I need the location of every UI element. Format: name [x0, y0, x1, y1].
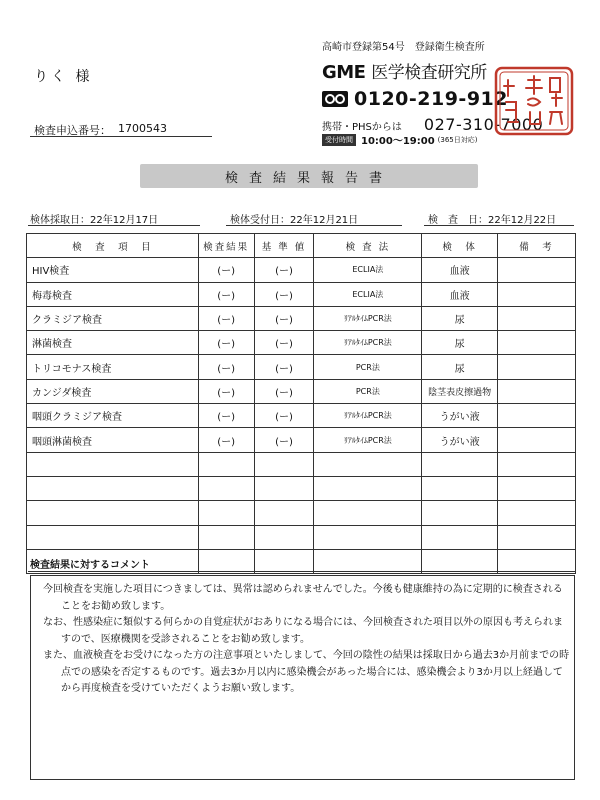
cell-method: PCR法 [314, 379, 422, 403]
table-row [27, 258, 576, 282]
header-result: 検査結果 [198, 234, 254, 258]
lab-registration: 高崎市登録第54号 登録衛生検査所 [322, 42, 485, 53]
cell-empty [422, 476, 498, 500]
cell-empty [498, 549, 576, 573]
comment-title-underline [28, 571, 576, 572]
cell-method: ﾘｱﾙﾀｲﾑPCR法 [314, 404, 422, 428]
cell-empty [198, 452, 254, 476]
cell-empty [254, 476, 314, 500]
cell-empty [254, 452, 314, 476]
table-row-empty [27, 452, 576, 476]
hours-note: (365日対応) [437, 135, 478, 144]
cell-result: (ー) [198, 306, 254, 330]
cell-empty [498, 452, 576, 476]
cell-empty [422, 525, 498, 549]
cell-empty [198, 501, 254, 525]
freedial-icon [322, 90, 348, 108]
comment-paragraph: 今回検査を実施した項目につきましては、異常は認められませんでした。今後も健康維持の為に定期的に検査されることをお勧め致します。 [43, 584, 563, 612]
table-row [27, 428, 576, 452]
cell-note [498, 258, 576, 282]
application-number-label: 検査申込番号： [34, 124, 111, 137]
cell-result: (ー) [198, 379, 254, 403]
header-reference: 基 準 値 [254, 234, 314, 258]
cell-specimen: 尿 [422, 331, 498, 355]
results-table [26, 233, 576, 574]
cell-empty [27, 525, 199, 549]
application-underline [30, 136, 212, 137]
cell-item: 淋菌検査 [27, 331, 199, 355]
cell-empty [198, 476, 254, 500]
hours-time: 10:00〜19:00 [361, 136, 435, 147]
cell-empty [498, 476, 576, 500]
cell-reference: (ー) [254, 355, 314, 379]
cell-empty [27, 452, 199, 476]
cell-note [498, 404, 576, 428]
application-number: 1700543 [118, 122, 167, 135]
cell-empty [422, 452, 498, 476]
cell-specimen: うがい液 [422, 404, 498, 428]
cell-reference: (ー) [254, 331, 314, 355]
cell-reference: (ー) [254, 258, 314, 282]
cell-method: PCR法 [314, 355, 422, 379]
cell-result: (ー) [198, 282, 254, 306]
cell-empty [254, 501, 314, 525]
cell-method: ECLIA法 [314, 258, 422, 282]
cell-reference: (ー) [254, 404, 314, 428]
cell-empty [498, 501, 576, 525]
cell-empty [198, 549, 254, 573]
cell-result: (ー) [198, 404, 254, 428]
cell-note [498, 428, 576, 452]
freedial-number: 0120-219-912 [354, 88, 508, 110]
cell-empty [498, 525, 576, 549]
comment-title: 検査結果に対するコメント [30, 560, 150, 571]
cell-specimen: 陰茎表皮擦過物 [422, 379, 498, 403]
cell-empty [314, 525, 422, 549]
cell-item: カンジダ検査 [27, 379, 199, 403]
table-row [27, 355, 576, 379]
table-row [27, 282, 576, 306]
cell-item: クラミジア検査 [27, 306, 199, 330]
cell-result: (ー) [198, 355, 254, 379]
header-test-item: 検 査 項 目 [27, 234, 199, 258]
cell-specimen: 血液 [422, 282, 498, 306]
cell-specimen: 尿 [422, 306, 498, 330]
cell-reference: (ー) [254, 379, 314, 403]
report-title: 検査結果報告書 [140, 164, 478, 188]
cell-note [498, 331, 576, 355]
cell-specimen: 血液 [422, 258, 498, 282]
table-row-empty [27, 525, 576, 549]
cell-result: (ー) [198, 258, 254, 282]
cell-item: HIV検査 [27, 258, 199, 282]
cell-empty [27, 501, 199, 525]
comment-paragraph: また、血液検査をお受けになった方の注意事項といたしまして、今回の陰性の結果は採取日から過去3か月前までの時点での感染を否定するものです。過去3か月以内に感染機会があった場合には、感染機会より3か月以上経過してから再度検査を受けていただくようお願い致します。 [43, 650, 570, 694]
sampling-date: 検体採取日：22年12月17日 [30, 215, 159, 226]
cell-item: トリコモナス検査 [27, 355, 199, 379]
header-note: 備 考 [498, 234, 576, 258]
cell-item: 梅毒検査 [27, 282, 199, 306]
sampling-date-underline [28, 225, 200, 226]
cell-note [498, 379, 576, 403]
cell-note [498, 282, 576, 306]
mobile-number: 027-310-7000 [423, 115, 544, 134]
cell-method: ﾘｱﾙﾀｲﾑPCR法 [314, 306, 422, 330]
lab-full-name: 医学検査研究所 [371, 63, 487, 83]
cell-method: ﾘｱﾙﾀｲﾑPCR法 [314, 428, 422, 452]
cell-empty [198, 525, 254, 549]
cell-result: (ー) [198, 428, 254, 452]
comment-paragraph: なお、性感染症に類似する何らかの自覚症状がおありになる場合には、今回検査された項目以外の原因も考えられますので、医療機関を受診されることをお勧め致します。 [43, 617, 563, 645]
cell-reference: (ー) [254, 428, 314, 452]
cell-empty [27, 476, 199, 500]
cell-specimen: うがい液 [422, 428, 498, 452]
hours-badge: 受付時間 [322, 134, 356, 146]
lab-brand: GME [322, 62, 366, 83]
test-date-underline [424, 225, 574, 226]
test-date: 検 査 日：22年12月22日 [428, 215, 557, 226]
cell-item: 咽頭クラミジア検査 [27, 404, 199, 428]
lab-name [322, 58, 487, 83]
header-method: 検 査 法 [314, 234, 422, 258]
cell-specimen: 尿 [422, 355, 498, 379]
cell-empty [254, 549, 314, 573]
cell-result: (ー) [198, 331, 254, 355]
received-date-underline [226, 225, 402, 226]
table-row [27, 379, 576, 403]
table-row [27, 331, 576, 355]
cell-method: ﾘｱﾙﾀｲﾑPCR法 [314, 331, 422, 355]
cell-reference: (ー) [254, 282, 314, 306]
cell-empty [314, 452, 422, 476]
cell-method: ECLIA法 [314, 282, 422, 306]
cell-empty [314, 549, 422, 573]
cell-note [498, 306, 576, 330]
cell-reference: (ー) [254, 306, 314, 330]
table-row [27, 404, 576, 428]
received-date: 検体受付日：22年12月21日 [230, 215, 359, 226]
table-row [27, 306, 576, 330]
mobile-label: 携帯・PHSからは [322, 122, 402, 133]
cell-item: 咽頭淋菌検査 [27, 428, 199, 452]
cell-empty [314, 476, 422, 500]
freedial-row [322, 87, 508, 111]
hours-row [322, 132, 478, 147]
cell-empty [314, 501, 422, 525]
comment-box [30, 575, 575, 780]
recipient-name: りく 様 [34, 69, 93, 85]
cell-empty [254, 525, 314, 549]
cell-empty [422, 549, 498, 573]
cell-note [498, 355, 576, 379]
table-row-empty [27, 501, 576, 525]
cell-empty [422, 501, 498, 525]
table-header-row [27, 234, 576, 258]
company-seal-stamp [494, 66, 574, 136]
table-row-empty [27, 476, 576, 500]
header-specimen: 検 体 [422, 234, 498, 258]
